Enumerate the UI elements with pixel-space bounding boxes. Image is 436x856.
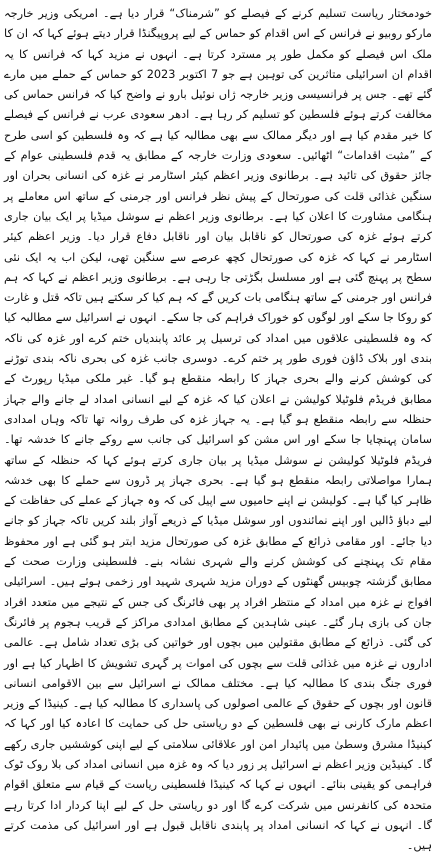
article-body — [4, 4, 432, 856]
article-paragraph: خودمختار ریاست تسلیم کرنے کے فیصلے کو ”شرمناک“ قرار دیا ہے۔ امریکی وزیر خارجہ مارکو روبیو نے فرانس کے اس اقدام کو حماس کے لیے پروپیگنڈا قرار دیتے ہوئے کہا کہ ان کا ملک اس فیصلے کو مکمل طور پر مسترد کرتا ہے۔ انہوں نے مزید کہا کہ فرانس کا یہ اقدام ان اسرائیلی متاثرین کی توہین ہے جو 7 اکتوبر 2023 کو حماس کے حملے میں مارے گئے تھے۔ جس پر فرانسیسی وزیر خارجہ ژاں نوئیل بارو نے واضح کیا کہ فرانس حماس کی مخالفت کرتے ہوئے فلسطین کو تسلیم کر رہا ہے۔ ادھر سعودی عرب نے فرانس کے فیصلے کا خیر مقدم کیا ہے اور دیگر ممالک سے بھی مطالبہ کیا ہے کہ وہ فلسطین کو اسی طرح کے ”مثبت اقدامات“ اٹھائیں۔ سعودی وزارت خارجہ کے مطابق یہ قدم فلسطینی عوام کے جائز حقوق کی تائید ہے۔ برطانوی وزیر اعظم کیئر اسٹارمر نے غزہ کی انسانی بحران اور سنگین غذائی قلت کی صورتحال کے پیش نظر فرانس اور جرمنی کے ساتھ اس معاملے پر ہنگامی مشاورت کا اعلان کیا ہے۔ برطانوی وزیر اعظم نے سوشل میڈیا پر ایک بیان جاری کرتے ہوئے غزہ کی صورتحال کو ناقابل بیان اور ناقابل دفاع قرار دیا۔ وزیر اعظم کیئر اسٹارمر نے کہا کہ غزہ کی صورتحال کچھ عرصے سے سنگین تھی، لیکن اب یہ ایک نئی سطح پر پہنچ گئی ہے اور مسلسل بگڑتی جا رہی ہے۔ برطانوی وزیر اعظم نے کہا کہ ہم فرانس اور جرمنی کے ساتھ ہنگامی بات کریں گے کہ ہم کیا کر سکتے ہیں تاکہ قتل و غارت کو روکا جا سکے اور لوگوں کو خوراک فراہم کی جا سکے۔ انہوں نے اسرائیل سے مطالبہ کیا کہ وہ فلسطینی علاقوں میں امداد کی ترسیل پر عائد پابندیاں ختم کرے اور غزہ کی ناکہ بندی اور بلاک ڈاؤن فوری طور پر ختم کرے۔ دوسری جانب غزہ کی بحری ناکہ بندی توڑنے کی کوشش کرنے والے بحری جہاز کا رابطہ منقطع ہو گیا۔ غیر ملکی میڈیا رپورٹ کے مطابق فریڈم فلوٹیلا کولیشن نے اعلان کیا کہ غزہ کے لیے انسانی امداد لے جانے والے جہاز حنظلہ سے رابطہ منقطع ہو گیا ہے۔ یہ جہاز غزہ کی طرف روانہ تھا تاکہ وہاں امدادی سامان پہنچایا جا سکے اور اس مشن کو اسرائیل کی جانب سے روکے جانے کا خدشہ تھا۔ فریڈم فلوٹیلا کولیشن نے سوشل میڈیا پر بیان جاری کرتے ہوئے کہا کہ حنظلہ کے ساتھ ہمارا مواصلاتی رابطہ منقطع ہو گیا ہے۔ بحری جہاز پر ڈرون سے حملے کا بھی خدشہ ظاہر کیا گیا ہے۔ کولیشن نے اپنے حامیوں سے اپیل کی کہ وہ جہاز کے عملے کی حفاظت کے لیے دباؤ ڈالیں اور اپنے نمائندوں اور سوشل میڈیا کے ذریعے آواز بلند کریں تاکہ جہاز کو جانے دیا جائے۔ اور مقامی ذرائع کے مطابق غزہ کی صورتحال مزید ابتر ہو گئی ہے اور محفوظ مقام تک پہنچنے کی کوشش کرنے والے شہری نشانہ بنے۔ فلسطینی وزارت صحت کے مطابق گزشتہ چوبیس گھنٹوں کے دوران مزید شہری شہید اور زخمی ہوئے ہیں۔ اسرائیلی افواج نے غزہ میں امداد کے منتظر افراد پر بھی فائرنگ کی جس کے نتیجے میں متعدد افراد جان کی بازی ہار گئے۔ عینی شاہدین کے مطابق امدادی مراکز کے قریب ہجوم پر فائرنگ کی گئی۔ ذرائع کے مطابق مقتولین میں بچوں اور خواتین کی بڑی تعداد شامل ہے۔ عالمی اداروں نے غزہ میں غذائی قلت سے بچوں کی اموات پر گہری تشویش کا اظہار کیا ہے اور فوری جنگ بندی کا مطالبہ کیا ہے۔ مختلف ممالک نے اسرائیل سے بین الاقوامی انسانی قانون اور بچوں کے حقوق کے عالمی اصولوں کی پاسداری کا مطالبہ کیا ہے۔ کینیڈا کے وزیر اعظم مارک کارنی نے بھی فلسطین کے دو ریاستی حل کی حمایت کا اعادہ کیا اور کہا کہ کینیڈا مشرق وسطیٰ میں پائیدار امن اور علاقائی سلامتی کے لیے اپنی کوششیں جاری رکھے گا۔ کینیڈین وزیر اعظم نے اسرائیل پر زور دیا کہ وہ غزہ میں انسانی امداد کی بلا روک ٹوک فراہمی کو یقینی بنائے۔ انہوں نے کہا کہ کینیڈا فلسطینی ریاست کے قیام سے متعلق اقوام متحدہ کی کانفرنس میں شرکت کرے گا اور دو ریاستی حل کے لیے اپنا کردار ادا کرتا رہے گا۔ انہوں نے کہا کہ انسانی امداد پر پابندی ناقابل قبول ہے اور اسرائیل کی مذمت کرتے ہیں۔ — [4, 7, 432, 853]
